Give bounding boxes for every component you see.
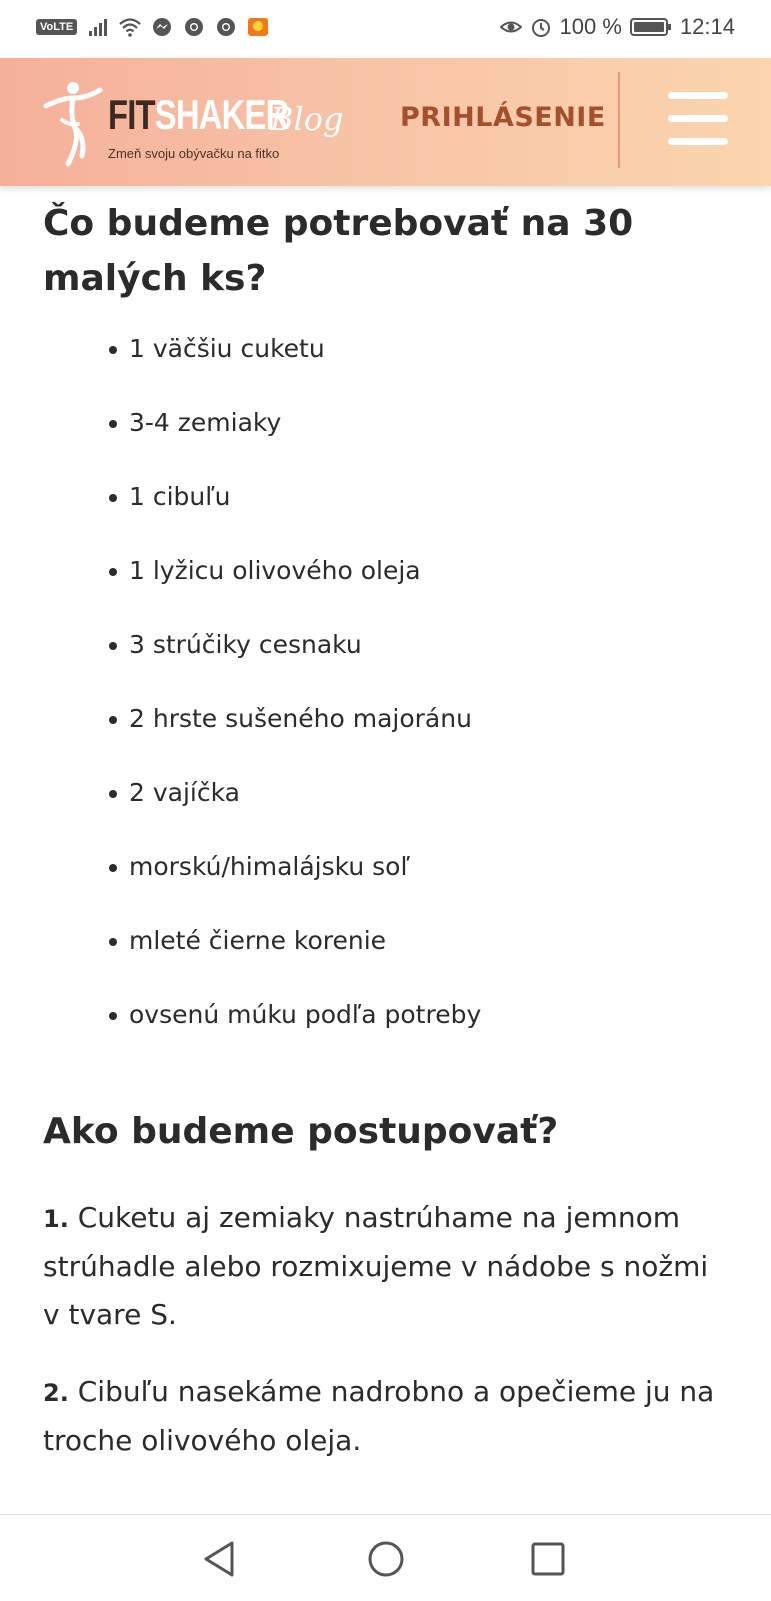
logo-shaker: SHAKER bbox=[154, 91, 289, 138]
dancer-logo-icon bbox=[42, 76, 104, 168]
list-item: 1 väčšiu cuketu bbox=[43, 334, 481, 408]
step-number: 2. bbox=[43, 1379, 69, 1407]
chrome-icon bbox=[183, 16, 205, 38]
list-item: ovsenú múku podľa potreby bbox=[43, 1000, 481, 1074]
status-bar bbox=[0, 0, 771, 58]
logo-blog: Blog bbox=[270, 100, 344, 138]
step-number: 1. bbox=[43, 1205, 69, 1233]
messenger-icon bbox=[151, 16, 173, 38]
hamburger-icon bbox=[668, 92, 728, 99]
logo-wordmark bbox=[108, 91, 289, 138]
list-item: 1 cibuľu bbox=[43, 482, 481, 556]
header-divider bbox=[618, 72, 620, 168]
status-left bbox=[36, 16, 269, 38]
steps-heading: Ako budeme postupovať? bbox=[43, 1111, 559, 1152]
fitshaker-logo[interactable] bbox=[42, 76, 344, 168]
step-text: Cuketu aj zemiaky nastrúhame na jemnom strúhadle alebo rozmixujeme v nádobe s nožmi v tvare S. bbox=[43, 1201, 709, 1331]
hamburger-icon-bar bbox=[668, 138, 728, 145]
ingredients-heading: Čo budeme potrebovať na 30 malých ks? bbox=[43, 203, 634, 299]
site-header bbox=[0, 58, 771, 186]
list-item: mleté čierne korenie bbox=[43, 926, 481, 1000]
home-icon[interactable] bbox=[364, 1537, 408, 1581]
status-right bbox=[500, 14, 735, 40]
hamburger-icon-bar bbox=[668, 115, 728, 122]
list-item: 2 vajíčka bbox=[43, 778, 481, 852]
battery-icon bbox=[630, 16, 672, 38]
step-1 bbox=[43, 1194, 733, 1339]
clock: 12:14 bbox=[679, 14, 735, 39]
battery-percent: 100 % bbox=[559, 14, 622, 39]
app-icon bbox=[247, 16, 269, 38]
login-button[interactable]: PRIHLÁSENIE bbox=[400, 102, 606, 133]
recents-icon[interactable] bbox=[526, 1537, 570, 1581]
chrome-icon bbox=[215, 16, 237, 38]
system-nav-bar bbox=[0, 1514, 771, 1601]
step-text: Cibuľu nasekáme nadrobno a opečieme ju na troche olivového oleja. bbox=[43, 1375, 715, 1457]
step-2 bbox=[43, 1368, 733, 1465]
list-item: morskú/himalájsku soľ bbox=[43, 852, 481, 926]
volte-badge: VoLTE bbox=[36, 19, 77, 35]
back-icon[interactable] bbox=[198, 1537, 242, 1581]
alarm-icon bbox=[530, 16, 552, 38]
list-item: 1 lyžicu olivového oleja bbox=[43, 556, 481, 630]
list-item: 2 hrste sušeného majoránu bbox=[43, 704, 481, 778]
wifi-icon bbox=[119, 16, 141, 38]
signal-icon bbox=[87, 16, 109, 38]
hamburger-menu-button[interactable] bbox=[668, 92, 728, 146]
ingredients-list bbox=[43, 334, 481, 1074]
eye-comfort-icon bbox=[500, 16, 522, 38]
logo-fit: FIT bbox=[108, 91, 155, 138]
list-item: 3-4 zemiaky bbox=[43, 408, 481, 482]
list-item: 3 strúčiky cesnaku bbox=[43, 630, 481, 704]
logo-tagline: Zmeň svoju obývačku na fitko bbox=[108, 146, 280, 161]
